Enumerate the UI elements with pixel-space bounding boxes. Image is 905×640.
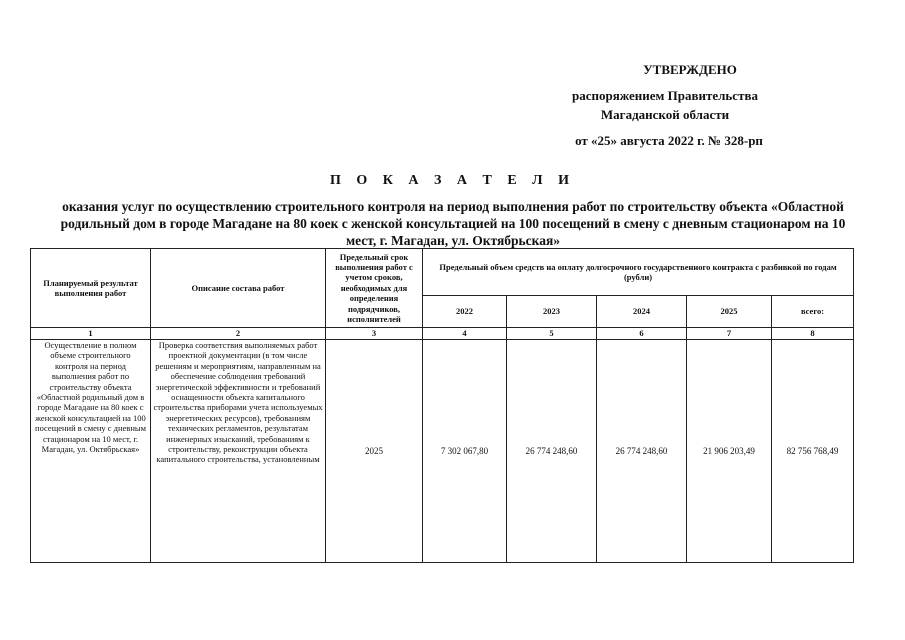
table-row: [31, 340, 854, 563]
cell-deadline: 2025: [326, 340, 423, 563]
header-result: Планируемый результат выполнения работ: [31, 249, 151, 328]
header-year-2025: 2025: [687, 296, 772, 328]
column-number: 4: [423, 328, 507, 340]
column-number: 1: [31, 328, 151, 340]
cell-total: 82 756 768,49: [772, 340, 854, 563]
cell-description: Проверка соответствия выполняемых работ проектной документации (в том числе решениям и мероприятиям, направленным на обеспечение соблюдения требований энергетической эффективности и требований оснащенности объекта капитального строительства приборами учета используемых энергетических ресурсов), требованиям технических регламентов, результатам инженерных изысканий, требованиям к строительству, реконструкции объекта капитального строительства, установленным: [151, 340, 326, 563]
cell-2024: 26 774 248,60: [597, 340, 687, 563]
header-year-2022: 2022: [423, 296, 507, 328]
header-year-2024: 2024: [597, 296, 687, 328]
indicators-table: [30, 248, 854, 563]
cell-2025: 21 906 203,49: [687, 340, 772, 563]
approval-block: [480, 60, 780, 150]
header-deadline: Предельный срок выполнения работ с учетом сроков, необходимых для определения подрядчиков, исполнителей: [326, 249, 423, 328]
header-description: Описание состава работ: [151, 249, 326, 328]
cell-2022: 7 302 067,80: [423, 340, 507, 563]
approval-line-2: Магаданской области: [600, 107, 730, 122]
column-number: 5: [507, 328, 597, 340]
document-subtitle: оказания услуг по осуществлению строительного контроля на период выполнения работ по строительству объекта «Областной родильный дом в городе Магадане на 80 коек с женской консультацией на 100 посещений в смену с дневным стационаром на 10 мест, г. Магадан, ул. Октябрьская»: [60, 199, 846, 248]
approval-line-1: распоряжением Правительства: [572, 88, 758, 103]
column-number: 2: [151, 328, 326, 340]
header-total: всего:: [772, 296, 854, 328]
document-title: П О К А З А Т Е Л И: [329, 173, 576, 188]
approval-title: УТВЕРЖДЕНО: [643, 62, 737, 77]
cell-2023: 26 774 248,60: [507, 340, 597, 563]
column-number: 6: [597, 328, 687, 340]
header-year-2023: 2023: [507, 296, 597, 328]
header-funding: Предельный объем средств на оплату долгосрочного государственного контракта с разбивкой по годам (рубли): [423, 249, 854, 296]
approval-line-3: от «25» августа 2022 г. № 328-рп: [575, 133, 763, 148]
column-number-row: [31, 328, 854, 340]
cell-result: Осуществление в полном объеме строительного контроля на период выполнения работ по строительству объекта «Областной родильный дом в городе Магадане на 80 коек с женской консультацией на 100 посещений в смену с дневным стационаром на 10 мест, г. Магадан, ул. Октябрьская»: [31, 340, 151, 563]
table-header-row: [31, 249, 854, 296]
column-number: 8: [772, 328, 854, 340]
column-number: 7: [687, 328, 772, 340]
column-number: 3: [326, 328, 423, 340]
